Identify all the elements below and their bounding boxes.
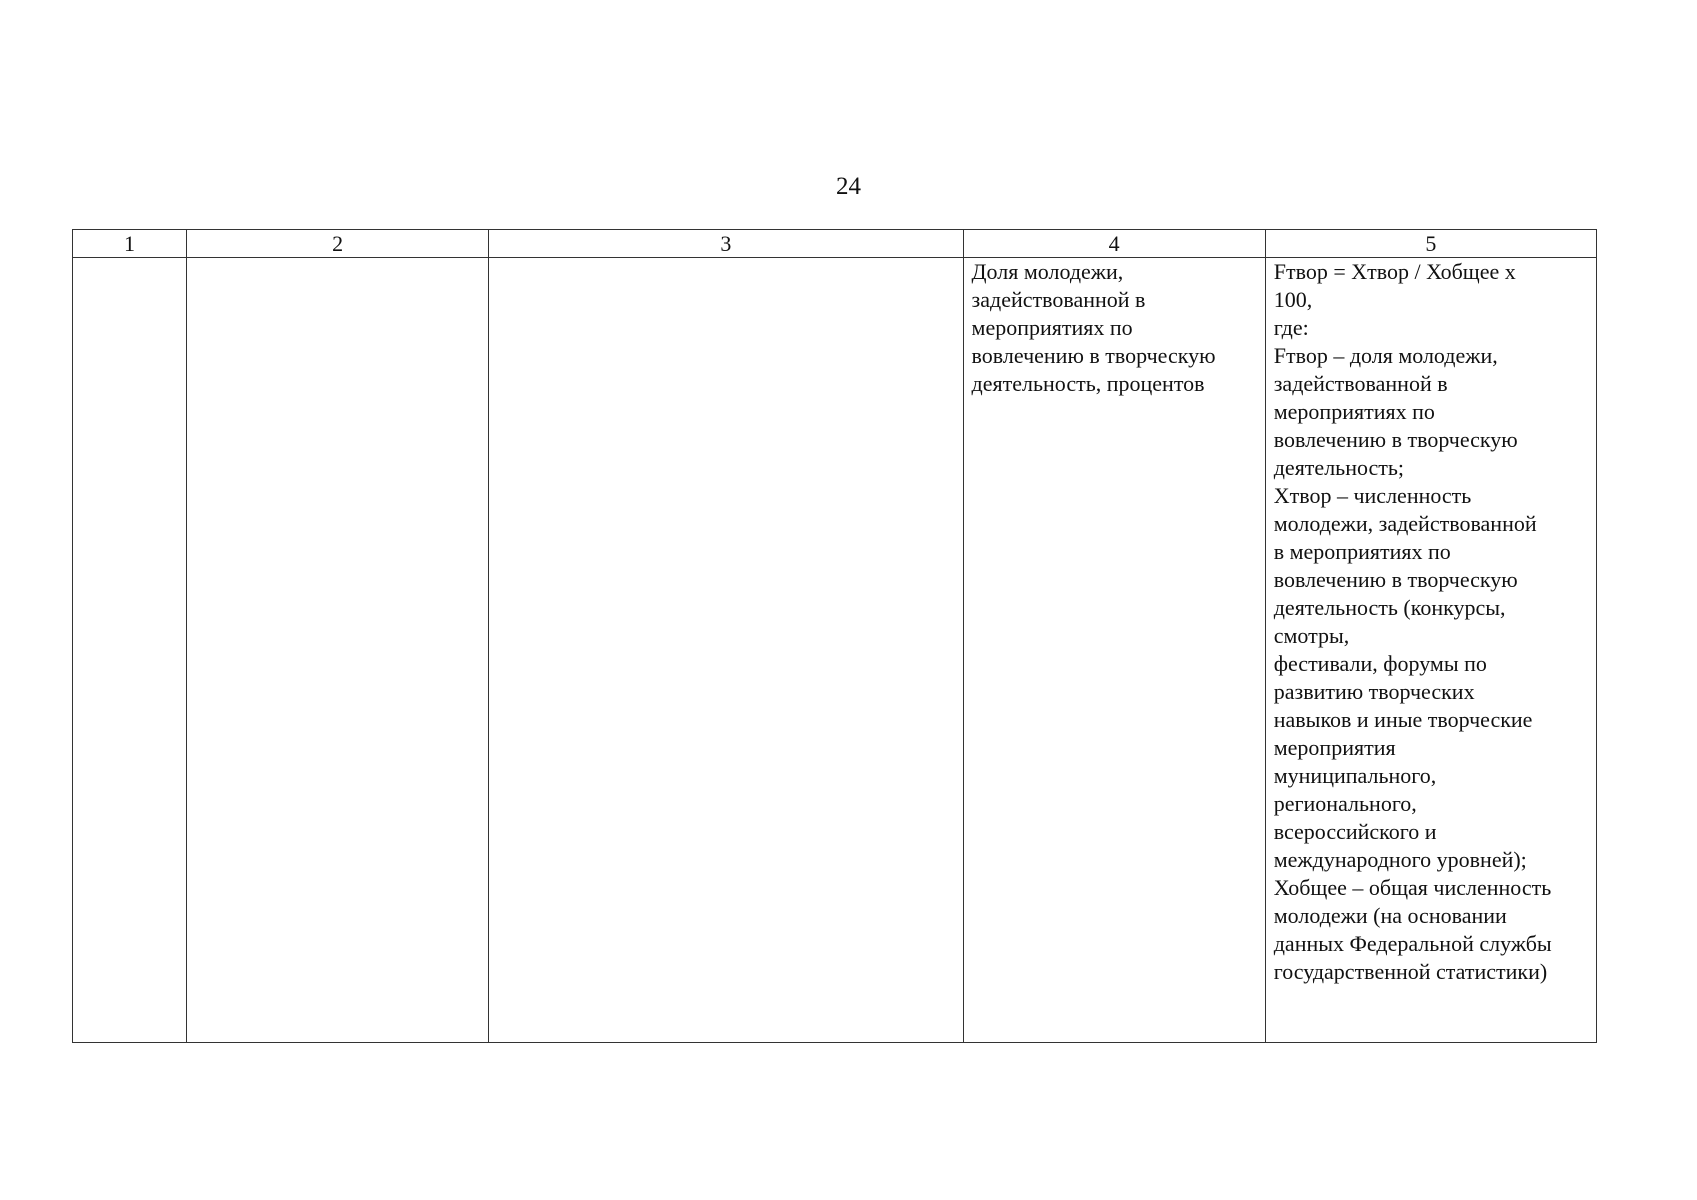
- cell-col1: [73, 258, 187, 1043]
- column-header-5: 5: [1265, 230, 1596, 258]
- cell-col2: [187, 258, 489, 1043]
- table-row: [73, 258, 1597, 1043]
- formula-text: Fтвор = Хтвор / Хобщее x 100, где: Fтвор – доля молодежи, задействованной в мероприятиях по вовлечению в творческую деятельность; Хтвор – численность молодежи, задействованной в мероприятиях по вовлечению в творческую деятельность (конкурсы, смотры, фестивали, форумы по развитию творческих навыков и иные творческие мероприятия муниципального, регионального, всероссийского и международного уровней); Хобщее – общая численность молодежи (на основании данных Федеральной службы государственной статистики): [1273, 259, 1552, 984]
- column-header-3: 3: [489, 230, 963, 258]
- cell-col3: [489, 258, 963, 1043]
- cell-indicator-name: [963, 258, 1265, 1043]
- indicator-table: [72, 229, 1597, 1043]
- column-header-4: 4: [963, 230, 1265, 258]
- table-header-row: [73, 230, 1597, 258]
- page-number: 24: [836, 173, 861, 200]
- indicator-name-text: Доля молодежи, задействованной в мероприятиях по вовлечению в творческую деятельность, процентов: [971, 259, 1216, 396]
- column-header-1: 1: [73, 230, 187, 258]
- cell-formula: [1265, 258, 1596, 1043]
- column-header-2: 2: [187, 230, 489, 258]
